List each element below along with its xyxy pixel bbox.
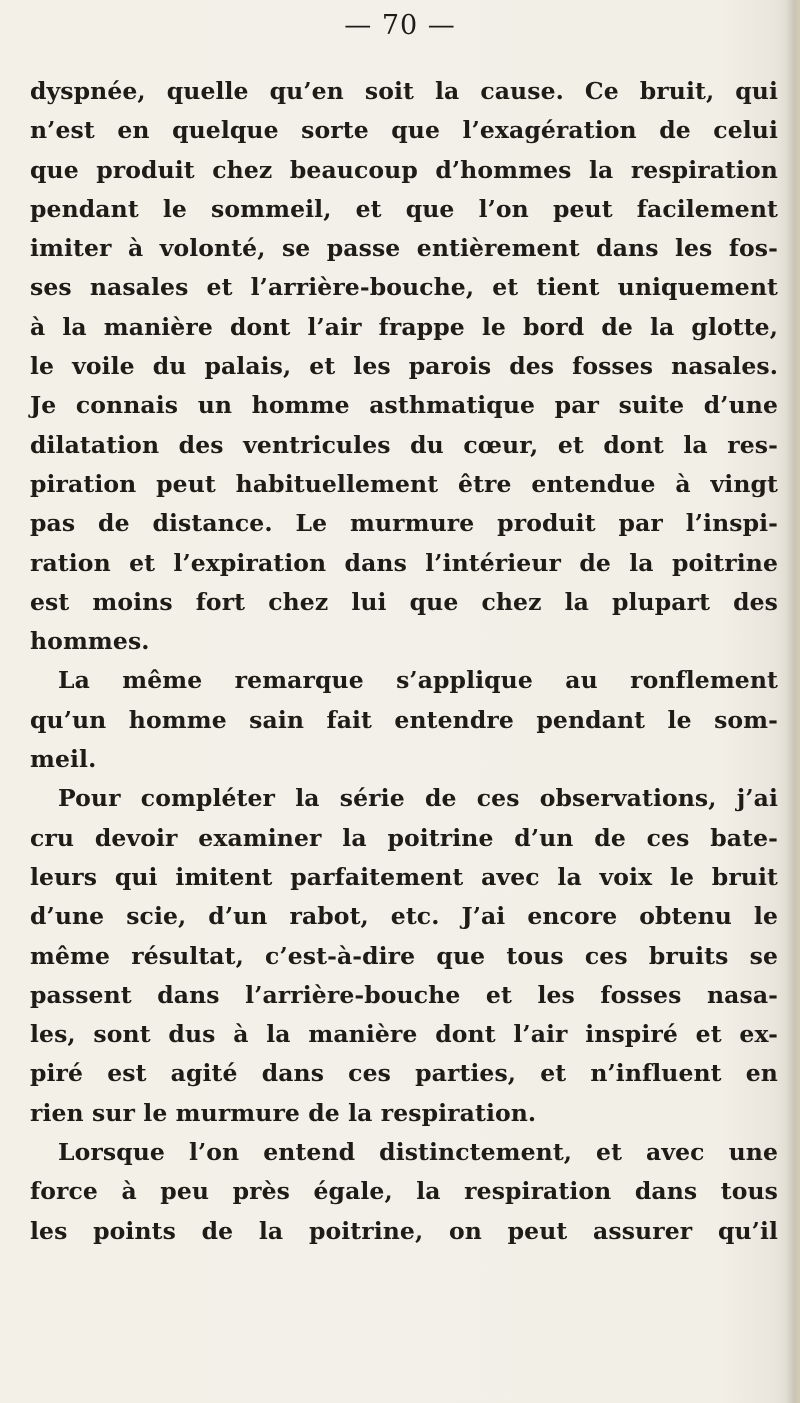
text-line: meil. <box>30 745 97 774</box>
text-line: les points de la poitrine, on peut assurer qu’il <box>30 1216 778 1245</box>
text-line: cru devoir examiner la poitrine d’un de ces bate- <box>30 823 778 852</box>
text-line: d’une scie, d’un rabot, etc. J’ai encore obtenu le <box>30 902 778 931</box>
text-line: leurs qui imitent parfaitement avec la voix le bruit <box>30 862 778 891</box>
text-line: dyspnée, quelle qu’en soit la cause. Ce bruit, qui <box>30 77 778 105</box>
text-line: rien sur le murmure de la respiration. <box>30 1098 537 1127</box>
text-line: les, sont dus à la manière dont l’air inspiré et ex- <box>30 1020 778 1049</box>
text-line: ration et l’expiration dans l’intérieur de la poitrine <box>30 548 778 577</box>
text-line: Je connais un homme asthmatique par suite d’une <box>30 391 778 420</box>
text-line: ses nasales et l’arrière-bouche, et tient uniquement <box>30 273 778 302</box>
text-line: La même remarque s’applique au ronflement <box>58 666 778 695</box>
text-line: hommes. <box>30 627 150 656</box>
text-line: le voile du palais, et les parois des fosses nasales. <box>30 352 778 381</box>
body-text <box>30 72 778 1251</box>
text-line: piration peut habituellement être entendue à vingt <box>30 469 778 498</box>
text-line: piré est agité dans ces parties, et n’influent en <box>30 1059 778 1088</box>
text-line: passent dans l’arrière-bouche et les fosses nasa- <box>30 980 778 1009</box>
text-line: n’est en quelque sorte que l’exagération de celui <box>30 116 778 145</box>
text-line: Pour compléter la série de ces observations, j’ai <box>58 784 778 813</box>
text-line: pas de distance. Le murmure produit par l’inspi- <box>30 509 778 538</box>
text-line: est moins fort chez lui que chez la plupart des <box>30 587 778 616</box>
text-line: pendant le sommeil, et que l’on peut facilement <box>30 194 778 223</box>
text-line: dilatation des ventricules du cœur, et dont la res- <box>30 430 778 459</box>
page-edge-shadow <box>786 0 800 1403</box>
text-line: Lorsque l’on entend distinctement, et avec une <box>58 1138 778 1167</box>
text-line: force à peu près égale, la respiration dans tous <box>30 1177 778 1206</box>
text-line: à la manière dont l’air frappe le bord de la glotte, <box>30 312 778 341</box>
text-line: imiter à volonté, se passe entièrement dans les fos- <box>30 234 778 263</box>
page-number: — 70 — <box>344 10 456 41</box>
text-line: qu’un homme sain fait entendre pendant le som- <box>30 705 778 734</box>
text-line: même résultat, c’est-à-dire que tous ces bruits se <box>30 941 778 970</box>
text-line: que produit chez beaucoup d’hommes la respiration <box>30 155 778 184</box>
